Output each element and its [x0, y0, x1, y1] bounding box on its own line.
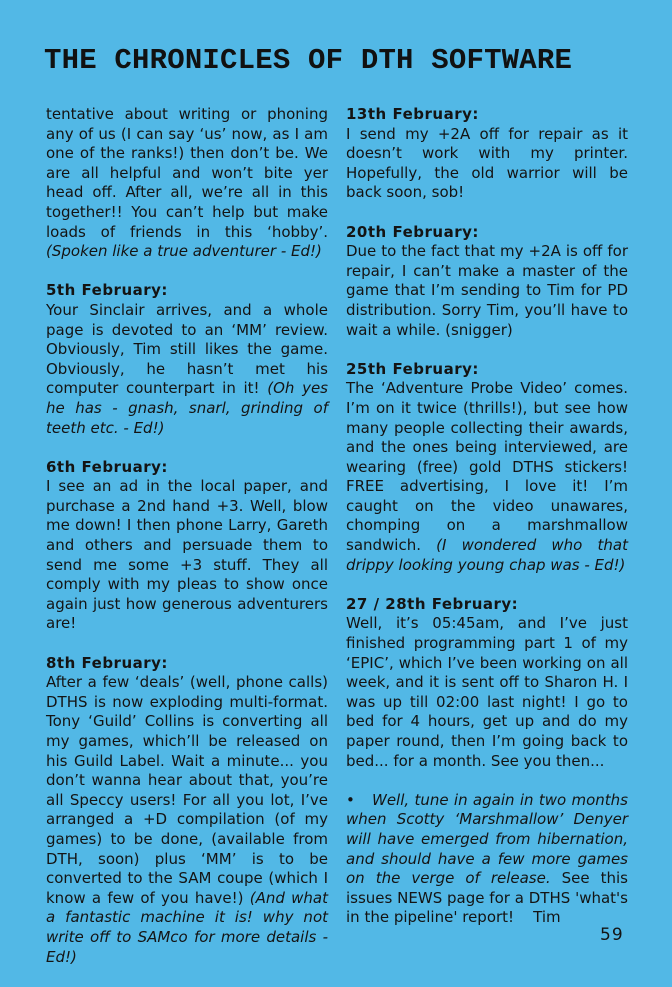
entry-text: Due to the fact that my +2A is off for repair, I can’t make a master of the game that I’m sending to Tim for PD distribution. Sorry Tim, you’ll have to wait a while. (snigger): [346, 242, 628, 339]
entry-text: I send my +2A off for repair as it doesn’t work with my printer. Hopefully, the old warrior will be back soon, sob!: [346, 124, 628, 202]
entry-date: 8th February:: [46, 653, 168, 672]
intro-text: tentative about writing or phoning any of us (I can say ‘us’ now, as I am one of the ranks!) then don’t be. We are all helpful and won’t bite yer head off. After all, we’re all in this together!! You can’t help but make loads of friends in this ‘hobby’.: [46, 105, 328, 241]
diary-entry: [346, 223, 628, 341]
entry-text: Your Sinclair arrives, and a whole page is devoted to an ‘MM’ review. Obviously, Tim still likes the game. Obviously, he hasn’t met his computer counterpart in it!: [46, 300, 328, 398]
editor-note: (Oh yes he has - gnash, snarl, grinding of teeth etc. - Ed!): [46, 379, 328, 437]
entry-date: 27 / 28th February:: [346, 594, 519, 613]
closing-text: See this issues NEWS page for a DTHS 'what's in the pipeline' report!: [346, 869, 628, 927]
entry-date: 20th February:: [346, 222, 479, 241]
entry-text: I see an ad in the local paper, and purchase a 2nd hand +3. Well, blow me down! I then phone Larry, Gareth and others and persuade them to send me some +3 stuff. They all comply with my pleas to show once again just how generous adventurers are!: [46, 477, 328, 633]
bullet-icon: •: [346, 790, 355, 809]
diary-entry: [346, 360, 628, 576]
editor-note: (And what a fantastic machine it is! why not write off to SAMco for more details - Ed!): [46, 888, 328, 966]
editor-note: (Spoken like a true adventurer - Ed!): [46, 242, 322, 261]
page-title: THE CHRONICLES OF DTH SOFTWARE: [44, 44, 573, 77]
page-number: 59: [600, 925, 624, 945]
signature: Tim: [533, 908, 561, 927]
intro-paragraph: [46, 105, 328, 262]
right-column: [346, 105, 628, 948]
diary-entry: [346, 105, 628, 203]
entry-date: 25th February:: [346, 359, 479, 378]
closing-italic: Well, tune in again in two months when Scotty ‘Marshmallow’ Denyer will have emerged from hibernation, and should have a few more games on the verge of release.: [346, 790, 628, 888]
diary-entry: [346, 595, 628, 771]
editor-note: (I wondered who that drippy looking young chap was - Ed!): [346, 536, 628, 574]
entry-date: 13th February:: [346, 105, 479, 123]
diary-entry: [46, 281, 328, 438]
entry-text: The ‘Adventure Probe Video’ comes. I’m on it twice (thrills!), but see how many people collecting their awards, and the ones being interviewed, are wearing (free) gold DTHS stickers! FREE advertising, I love it! I’m caught on the video unawares, chomping on a marshmallow sandwich.: [346, 379, 628, 555]
diary-entry: [46, 458, 328, 634]
left-column: [46, 105, 328, 987]
entry-date: 6th February:: [46, 457, 168, 476]
entry-text: Well, it’s 05:45am, and I’ve just finished programming part 1 of my ‘EPIC’, which I’ve been working on all week, and it is sent off to Sharon H. I was up till 02:00 last night! I go to bed for 4 hours, get up and do my paper round, then I’m going back to bed... for a month. See you then...: [346, 614, 628, 770]
entry-text: After a few ‘deals’ (well, phone calls) DTHS is now exploding multi-format. Tony ‘Guild’ Collins is converting all my games, which’ll be released on his Guild Label. Wait a minute... you don’t wanna hear about that, you’re all Speccy users! For all you lot, I’ve arranged a +D compilation (of my games) to be done, (available from DTH, soon) plus ‘MM’ is to be converted to the SAM coupe (which I know a few of you have!): [46, 673, 328, 907]
closing-note: [346, 791, 628, 928]
entry-date: 5th February:: [46, 281, 168, 300]
diary-entry: [46, 654, 328, 968]
